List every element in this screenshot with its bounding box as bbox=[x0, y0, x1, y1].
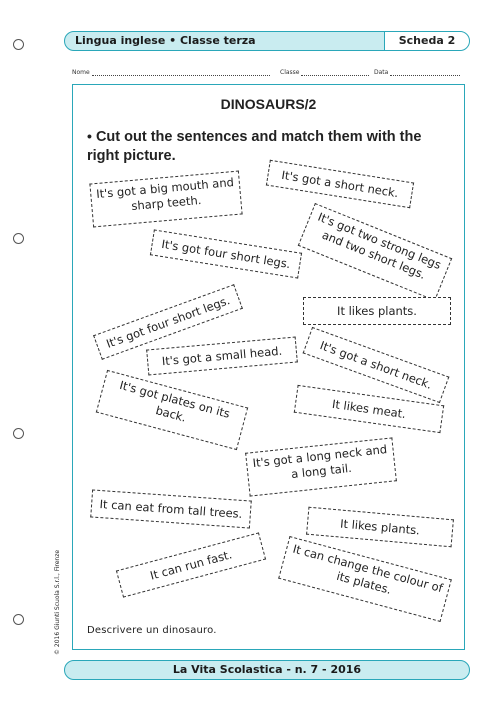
instruction-text: Cut out the sentences and match them with the right picture. bbox=[87, 129, 422, 164]
binder-hole bbox=[13, 428, 24, 439]
sentence-card[interactable]: It's got a small head. bbox=[146, 337, 298, 376]
name-label: Nome bbox=[72, 69, 90, 76]
sentence-card[interactable]: It's got a short neck. bbox=[303, 327, 450, 403]
name-field[interactable] bbox=[72, 69, 270, 76]
sentence-card[interactable]: It likes plants. bbox=[303, 297, 451, 325]
date-label: Data bbox=[374, 69, 389, 76]
sentence-card[interactable]: It's got four short legs. bbox=[93, 284, 243, 360]
copyright-notice: © 2016 Giunti Scuola S.r.l., Firenze bbox=[54, 549, 61, 655]
date-field[interactable] bbox=[374, 69, 460, 76]
instruction bbox=[87, 127, 447, 166]
worksheet-title: DINOSAURS/2 bbox=[220, 96, 317, 112]
binder-hole bbox=[13, 614, 24, 625]
header-sheet-number: Scheda 2 bbox=[384, 32, 469, 50]
sentence-card[interactable]: It's got a short neck. bbox=[266, 160, 414, 209]
header-bar bbox=[64, 31, 470, 51]
footer-instruction: Descrivere un dinosauro. bbox=[87, 625, 217, 636]
header-subject: Lingua inglese • Classe terza bbox=[75, 34, 256, 47]
sentence-card[interactable]: It's got a long neck and a long tail. bbox=[245, 437, 397, 496]
sentence-card[interactable]: It's got four short legs. bbox=[150, 229, 302, 278]
sentence-card[interactable]: It can change the colour of its plates. bbox=[278, 536, 452, 622]
sentence-card[interactable]: It can run fast. bbox=[116, 532, 266, 597]
binder-hole bbox=[13, 39, 24, 50]
bullet-icon: • bbox=[87, 128, 92, 144]
worksheet-frame bbox=[72, 84, 465, 650]
sentence-card[interactable]: It likes meat. bbox=[294, 385, 444, 433]
binder-hole bbox=[13, 233, 24, 244]
sentence-card[interactable]: It's got plates on its back. bbox=[96, 370, 248, 450]
sentence-card[interactable]: It's got a big mouth and sharp teeth. bbox=[89, 171, 242, 228]
class-field[interactable] bbox=[280, 69, 369, 76]
class-label: Classe bbox=[280, 69, 300, 76]
sentence-card[interactable]: It's got two strong legs and two short legs. bbox=[298, 203, 452, 301]
sentence-card[interactable]: It can eat from tall trees. bbox=[90, 489, 252, 528]
footer-bar: La Vita Scolastica - n. 7 - 2016 bbox=[64, 660, 470, 680]
sentence-card[interactable]: It likes plants. bbox=[306, 507, 454, 548]
